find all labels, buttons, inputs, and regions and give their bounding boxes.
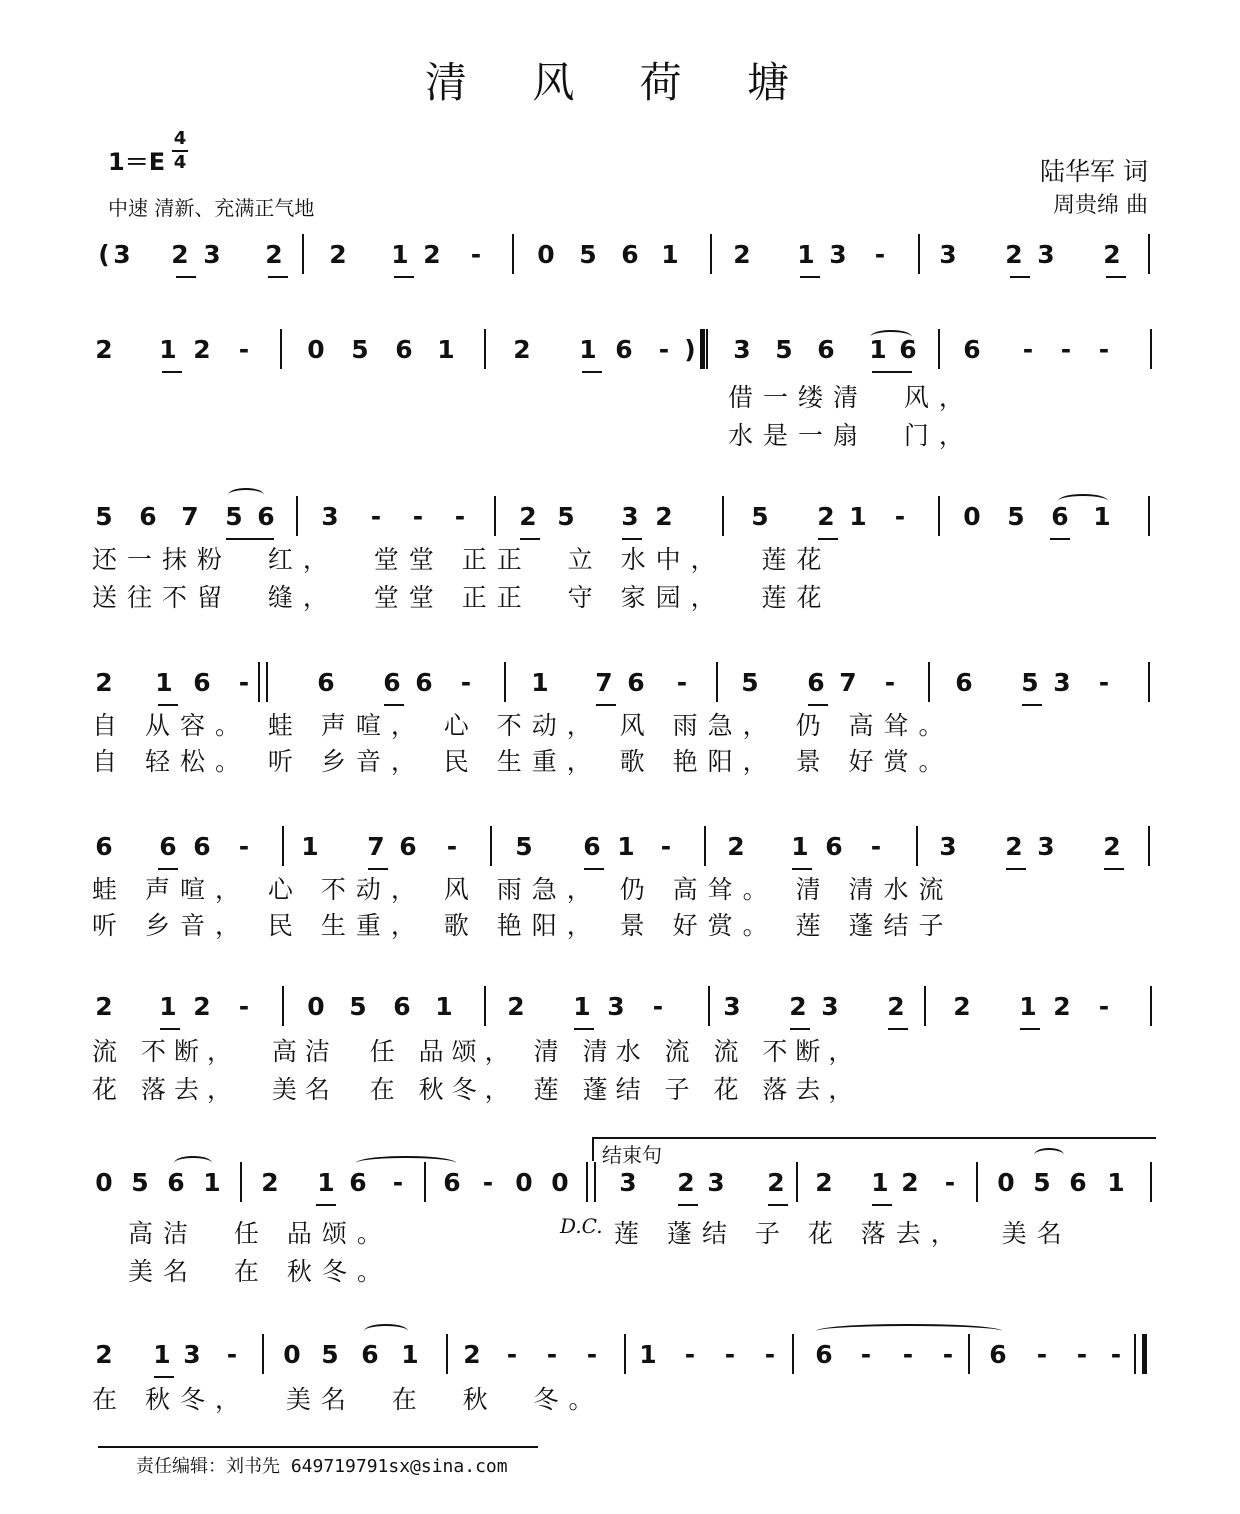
duration-underline — [790, 1028, 810, 1030]
note: 6 — [159, 832, 177, 861]
duration-underline — [160, 1028, 180, 1030]
duration-underline — [584, 868, 604, 870]
duration-underline — [792, 868, 812, 870]
extension-dash: - — [652, 992, 664, 1021]
note: 3 — [939, 832, 957, 861]
note: 2 — [95, 335, 113, 364]
extension-dash: - — [1036, 1340, 1048, 1369]
barline — [484, 329, 486, 369]
note: 1 — [791, 832, 809, 861]
ending-bracket — [592, 1137, 1156, 1167]
note: 1 — [871, 1168, 889, 1197]
note: 2 — [767, 1168, 785, 1197]
note: 6 — [317, 668, 335, 697]
note: 7 — [595, 668, 613, 697]
duration-underline — [768, 1204, 788, 1206]
note-row — [0, 335, 1240, 375]
note: 7 — [839, 668, 857, 697]
extension-dash: - — [870, 832, 882, 861]
barline — [494, 496, 496, 536]
extension-dash: - — [412, 502, 424, 531]
extension-dash: - — [446, 832, 458, 861]
extension-dash: - — [724, 1340, 736, 1369]
note: 6 — [807, 668, 825, 697]
footer-divider — [98, 1446, 538, 1448]
barline — [796, 1162, 798, 1202]
note: 0 — [515, 1168, 533, 1197]
note: 6 — [1051, 502, 1069, 531]
extension-dash: - — [506, 1340, 518, 1369]
barline — [1148, 234, 1150, 274]
note: 2 — [1103, 832, 1121, 861]
duration-underline — [158, 704, 178, 706]
extension-dash: - — [586, 1340, 598, 1369]
duration-underline — [1006, 868, 1026, 870]
duration-underline — [808, 704, 828, 706]
note: 6 — [193, 832, 211, 861]
double-barline — [594, 1162, 596, 1202]
note: 2 — [887, 992, 905, 1021]
note: 2 — [519, 502, 537, 531]
duration-underline — [1020, 1028, 1040, 1030]
barline — [704, 826, 706, 866]
note: 1 — [849, 502, 867, 531]
barline — [722, 496, 724, 536]
slur-arc — [174, 1156, 212, 1170]
note: 6 — [395, 335, 413, 364]
lyric-line: 还一抹粉 红， 堂堂 正正 立 水中， 莲花 — [92, 545, 832, 574]
note: 5 — [775, 335, 793, 364]
note: 6 — [257, 502, 275, 531]
extension-dash: - — [684, 1340, 696, 1369]
note: 2 — [193, 992, 211, 1021]
tempo-marking: 中速 清新、充满正气地 — [108, 196, 315, 220]
lyric-line: 莲 蓬结 子 花 落去， 美名 — [614, 1219, 1072, 1248]
note: 3 — [183, 1340, 201, 1369]
repeat-start-barline — [706, 329, 708, 369]
duration-underline — [582, 371, 602, 373]
barline-second-stroke — [586, 1162, 588, 1202]
note: 2 — [95, 992, 113, 1021]
barline — [968, 1334, 970, 1374]
extension-dash: - — [676, 668, 688, 697]
note: 6 — [139, 502, 157, 531]
note: 1 — [1107, 1168, 1125, 1197]
lyricist-credit: 陆华军 词 — [1040, 157, 1148, 186]
note: 6 — [443, 1168, 461, 1197]
note: 6 — [825, 832, 843, 861]
note: 3 — [619, 1168, 637, 1197]
lyric-line: 送往不留 缝， 堂堂 正正 守 家园， 莲花 — [92, 583, 832, 612]
note: 1 — [1019, 992, 1037, 1021]
duration-underline — [800, 276, 820, 278]
note: 3 — [607, 992, 625, 1021]
note: 3 — [821, 992, 839, 1021]
note: 2 — [727, 832, 745, 861]
note: 3 — [733, 335, 751, 364]
note: 6 — [399, 832, 417, 861]
note: 1 — [797, 240, 815, 269]
note: 3 — [1037, 240, 1055, 269]
barline — [938, 496, 940, 536]
note: 0 — [307, 992, 325, 1021]
barline — [924, 986, 926, 1026]
duration-underline — [678, 1204, 698, 1206]
note: 1 — [401, 1340, 419, 1369]
barline — [1150, 1162, 1152, 1202]
note: 0 — [283, 1340, 301, 1369]
note: 6 — [361, 1340, 379, 1369]
note: 3 — [829, 240, 847, 269]
slur-arc — [356, 1156, 456, 1170]
note: 5 — [321, 1340, 339, 1369]
note-row — [0, 992, 1240, 1032]
note: 1 — [437, 335, 455, 364]
barline — [1148, 496, 1150, 536]
duration-underline — [394, 276, 414, 278]
extension-dash: - — [546, 1340, 558, 1369]
paren: ) — [684, 335, 696, 364]
slur-arc — [364, 1324, 408, 1338]
repeat-end-barline — [266, 662, 268, 702]
note: 6 — [1069, 1168, 1087, 1197]
extension-dash: - — [370, 502, 382, 531]
note: 5 — [95, 502, 113, 531]
note: 2 — [677, 1168, 695, 1197]
note: 2 — [1005, 240, 1023, 269]
note: 1 — [579, 335, 597, 364]
note: 2 — [733, 240, 751, 269]
note: 1 — [1093, 502, 1111, 531]
barline — [1148, 662, 1150, 702]
duration-underline — [622, 538, 642, 540]
note: 2 — [261, 1168, 279, 1197]
extension-dash: - — [660, 832, 672, 861]
note: 5 — [741, 668, 759, 697]
lyric-line: 自 从容。 蛙 声喧， 心 不动， 风 雨急， 仍 高耸。 — [92, 711, 954, 740]
note: 6 — [193, 668, 211, 697]
lyric-line: 高洁 任 品颂。 — [128, 1219, 392, 1248]
extension-dash: - — [1098, 668, 1110, 697]
note: 1 — [153, 1340, 171, 1369]
extension-dash: - — [874, 240, 886, 269]
duration-underline — [574, 1028, 594, 1030]
note: 1 — [317, 1168, 335, 1197]
barline — [262, 1334, 264, 1374]
note: 6 — [627, 668, 645, 697]
duration-underline — [1106, 276, 1126, 278]
composer-credit: 周贵绵 曲 — [1053, 193, 1148, 218]
note-row — [0, 240, 1240, 280]
slur-arc — [228, 488, 264, 502]
lyric-line: 水是一扇 门， — [728, 421, 974, 450]
duration-underline — [872, 1204, 892, 1206]
da-capo-mark: D.C. — [560, 1214, 603, 1238]
extension-dash: - — [1110, 1340, 1122, 1369]
extension-dash: - — [238, 992, 250, 1021]
editor-credit: 责任编辑：刘书先 649719791sx@sina.com — [136, 1456, 508, 1477]
duration-underline — [1104, 868, 1124, 870]
note: 2 — [901, 1168, 919, 1197]
duration-underline — [872, 371, 912, 373]
barline — [916, 826, 918, 866]
duration-underline — [268, 276, 288, 278]
barline — [976, 1162, 978, 1202]
note: 0 — [997, 1168, 1015, 1197]
note: 6 — [899, 335, 917, 364]
note: 2 — [265, 240, 283, 269]
note: 3 — [621, 502, 639, 531]
note: 6 — [583, 832, 601, 861]
barline — [928, 662, 930, 702]
note: 0 — [963, 502, 981, 531]
note: 6 — [817, 335, 835, 364]
extension-dash: - — [658, 335, 670, 364]
slur-arc — [1034, 1148, 1064, 1162]
time-top: 4 — [173, 128, 187, 149]
extension-dash: - — [238, 335, 250, 364]
note: 5 — [557, 502, 575, 531]
key-signature: 1＝E — [108, 148, 166, 176]
duration-underline — [520, 538, 540, 540]
note: 2 — [1103, 240, 1121, 269]
note: 2 — [817, 502, 835, 531]
extension-dash: - — [238, 668, 250, 697]
note: 1 — [869, 335, 887, 364]
note: 5 — [579, 240, 597, 269]
note: 6 — [989, 1340, 1007, 1369]
extension-dash: - — [902, 1340, 914, 1369]
slur-arc — [870, 330, 912, 344]
barline — [484, 986, 486, 1026]
note: 2 — [423, 240, 441, 269]
extension-dash: - — [238, 832, 250, 861]
extension-dash: - — [860, 1340, 872, 1369]
barline — [918, 234, 920, 274]
note: 3 — [707, 1168, 725, 1197]
note: 5 — [351, 335, 369, 364]
ending-label: 结束句 — [602, 1143, 662, 1167]
slur-arc — [816, 1324, 1002, 1338]
barline — [708, 986, 710, 1026]
note: 5 — [1007, 502, 1025, 531]
note: 2 — [655, 502, 673, 531]
note: 0 — [551, 1168, 569, 1197]
extension-dash: - — [884, 668, 896, 697]
barline — [710, 234, 712, 274]
note: 6 — [621, 240, 639, 269]
barline — [282, 986, 284, 1026]
duration-underline — [176, 276, 196, 278]
note: 3 — [113, 240, 131, 269]
barline — [296, 496, 298, 536]
duration-underline — [1010, 276, 1030, 278]
note: 6 — [95, 832, 113, 861]
extension-dash: - — [470, 240, 482, 269]
barline — [282, 826, 284, 866]
note: 6 — [393, 992, 411, 1021]
note-row — [0, 668, 1240, 708]
final-barline — [1142, 1334, 1147, 1374]
note-row — [0, 1340, 1240, 1380]
lyric-line: 自 轻松。 听 乡音， 民 生重， 歌 艳阳， 景 好赏。 — [92, 747, 954, 776]
note: 2 — [171, 240, 189, 269]
note: 0 — [95, 1168, 113, 1197]
note: 1 — [159, 335, 177, 364]
note: 2 — [95, 668, 113, 697]
note: 2 — [95, 1340, 113, 1369]
note: 5 — [515, 832, 533, 861]
lyric-line: 听 乡音， 民 生重， 歌 艳阳， 景 好赏。 莲 蓬结子 — [92, 911, 954, 940]
note: 6 — [815, 1340, 833, 1369]
barline — [302, 234, 304, 274]
note: 1 — [617, 832, 635, 861]
duration-underline — [1050, 538, 1070, 540]
barline — [716, 662, 718, 702]
note: 6 — [963, 335, 981, 364]
note: 1 — [203, 1168, 221, 1197]
duration-underline — [158, 868, 178, 870]
barline — [938, 329, 940, 369]
note-row — [0, 1168, 1240, 1208]
extension-dash: - — [1098, 992, 1110, 1021]
duration-underline — [888, 1028, 908, 1030]
note: 6 — [955, 668, 973, 697]
note: 6 — [415, 668, 433, 697]
duration-underline — [316, 1204, 336, 1206]
extension-dash: - — [1076, 1340, 1088, 1369]
note: 2 — [193, 335, 211, 364]
extension-dash: - — [944, 1168, 956, 1197]
barline-second-stroke — [258, 662, 260, 702]
duration-underline — [384, 704, 404, 706]
note: 1 — [435, 992, 453, 1021]
note: 1 — [573, 992, 591, 1021]
extension-dash: - — [942, 1340, 954, 1369]
extension-dash: - — [460, 668, 472, 697]
note: 0 — [307, 335, 325, 364]
duration-underline — [368, 868, 388, 870]
slur-arc — [1058, 494, 1108, 508]
note: 5 — [1021, 668, 1039, 697]
lyric-line: 美名 在 秋冬。 — [128, 1257, 392, 1286]
time-signature — [172, 130, 188, 172]
note: 2 — [1053, 992, 1071, 1021]
note-row — [0, 502, 1240, 542]
extension-dash: - — [482, 1168, 494, 1197]
barline — [490, 826, 492, 866]
note: 1 — [159, 992, 177, 1021]
note: 6 — [349, 1168, 367, 1197]
barline — [1150, 986, 1152, 1026]
barline — [504, 662, 506, 702]
barline-second-stroke — [700, 329, 705, 369]
song-title: 清 风 荷 塘 — [424, 58, 816, 107]
lyric-line: 花 落去， 美名 在 秋冬， 莲 蓬结 子 花 落去， — [92, 1075, 862, 1104]
duration-underline — [818, 538, 838, 540]
barline — [512, 234, 514, 274]
note: 5 — [131, 1168, 149, 1197]
extension-dash: - — [1022, 335, 1034, 364]
extension-dash: - — [392, 1168, 404, 1197]
paren: ( — [98, 240, 110, 269]
note: 1 — [301, 832, 319, 861]
note: 2 — [329, 240, 347, 269]
note: 2 — [463, 1340, 481, 1369]
note: 5 — [751, 502, 769, 531]
note: 3 — [1037, 832, 1055, 861]
note: 3 — [321, 502, 339, 531]
note: 5 — [225, 502, 243, 531]
barline — [1148, 826, 1150, 866]
duration-underline — [226, 538, 274, 540]
lyric-line: 在 秋冬， 美名 在 秋 冬。 — [92, 1385, 604, 1414]
note-row — [0, 832, 1240, 872]
barline — [792, 1334, 794, 1374]
lyric-line: 蛙 声喧， 心 不动， 风 雨急， 仍 高耸。 清 清水流 — [92, 875, 954, 904]
note: 6 — [167, 1168, 185, 1197]
note: 3 — [1053, 668, 1071, 697]
note: 2 — [789, 992, 807, 1021]
note: 3 — [203, 240, 221, 269]
note: 6 — [383, 668, 401, 697]
extension-dash: - — [764, 1340, 776, 1369]
note: 1 — [155, 668, 173, 697]
duration-underline — [1022, 704, 1042, 706]
barline-second-stroke — [1134, 1334, 1136, 1374]
lyric-line: 借一缕清 风， — [728, 383, 974, 412]
note: 2 — [507, 992, 525, 1021]
note: 7 — [181, 502, 199, 531]
note: 1 — [639, 1340, 657, 1369]
barline — [280, 329, 282, 369]
barline — [624, 1334, 626, 1374]
note: 2 — [1005, 832, 1023, 861]
note: 1 — [531, 668, 549, 697]
note: 3 — [939, 240, 957, 269]
duration-underline — [154, 1376, 174, 1378]
note: 5 — [1033, 1168, 1051, 1197]
note: 2 — [815, 1168, 833, 1197]
note: 0 — [537, 240, 555, 269]
lyric-line: 流 不断， 高洁 任 品颂， 清 清水 流 流 不断， — [92, 1037, 862, 1066]
note: 6 — [615, 335, 633, 364]
extension-dash: - — [226, 1340, 238, 1369]
note: 1 — [661, 240, 679, 269]
time-bottom: 4 — [173, 152, 187, 173]
extension-dash: - — [454, 502, 466, 531]
barline — [446, 1334, 448, 1374]
note: 2 — [953, 992, 971, 1021]
duration-underline — [596, 704, 616, 706]
extension-dash: - — [1098, 335, 1110, 364]
barline — [1150, 329, 1152, 369]
note: 7 — [367, 832, 385, 861]
note: 2 — [513, 335, 531, 364]
duration-underline — [162, 371, 182, 373]
extension-dash: - — [1060, 335, 1072, 364]
barline — [240, 1162, 242, 1202]
note: 1 — [391, 240, 409, 269]
note: 5 — [349, 992, 367, 1021]
extension-dash: - — [894, 502, 906, 531]
note: 3 — [723, 992, 741, 1021]
